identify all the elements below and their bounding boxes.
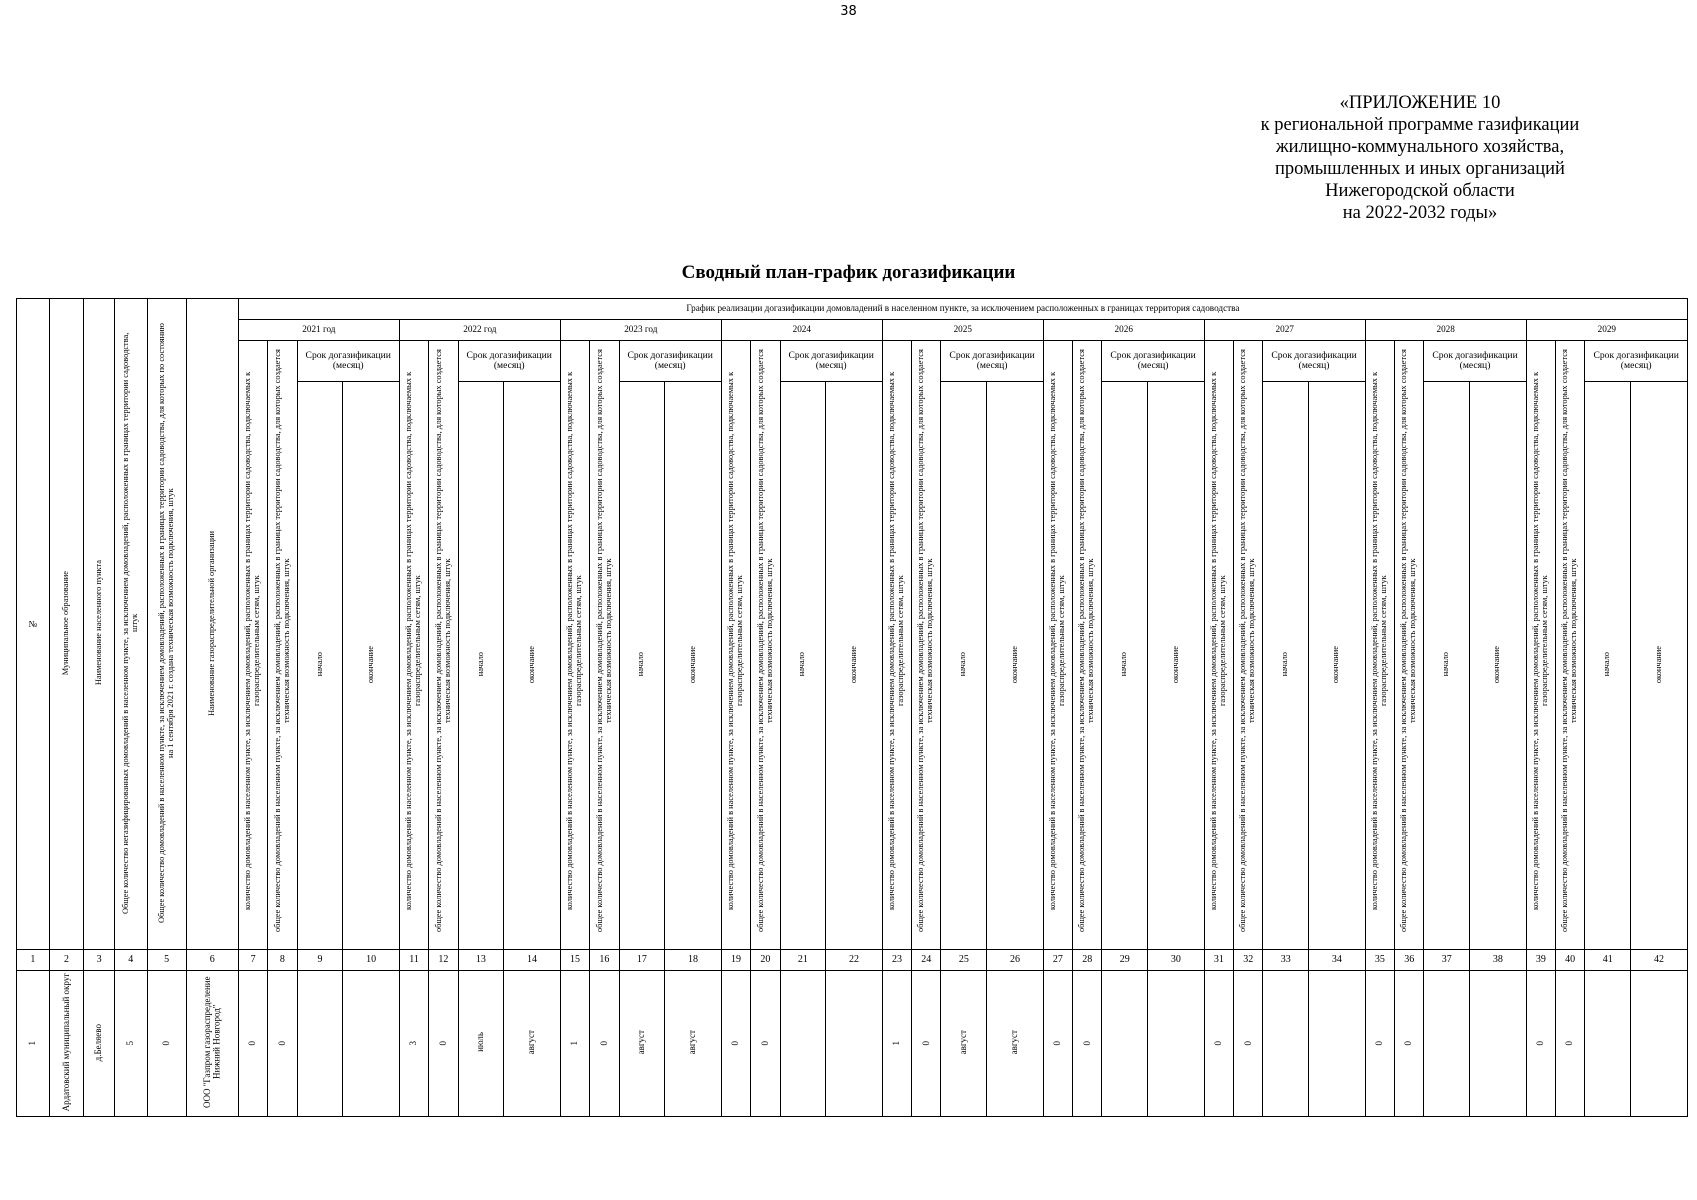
header-end-label: окончание (1331, 645, 1341, 683)
header-year-label: 2024 (792, 324, 811, 335)
cell-gas-organization-value: ООО "Газпром газораспределение Нижний Новгород" (201, 976, 222, 1109)
header-year (1043, 320, 1204, 341)
cell-end-month (343, 971, 400, 1116)
column-number (84, 950, 114, 971)
column-number-label: 42 (1654, 954, 1665, 966)
cell-start-month (1102, 971, 1148, 1116)
header-connected-count (1526, 341, 1555, 950)
header-connected-count-label: количество домовладений в населенном пункте, за исключением домовладений, расположенных в границах территории садоводства, подключаемых к газораспределительным сетям, штук (1370, 371, 1388, 911)
header-start (458, 381, 504, 950)
header-tech-possible-count (1556, 341, 1585, 950)
header-year (1365, 320, 1526, 341)
header-deadline-label: Срок догазификации (месяц) (466, 349, 552, 371)
header-municipality (49, 299, 84, 950)
column-number-label: 33 (1280, 954, 1291, 966)
column-number (1043, 950, 1072, 971)
cell-start-month (1263, 971, 1309, 1116)
column-number (1395, 950, 1424, 971)
appendix-line: к региональной программе газификации (1260, 115, 1580, 135)
column-number-label: 35 (1374, 954, 1385, 966)
cell-municipality-value: Ардатовский муниципальный округ (60, 973, 71, 1112)
header-tech-possible-count (1073, 341, 1102, 950)
header-deadline-label: Срок догазификации (месяц) (1271, 349, 1357, 371)
header-deadline-label: Срок догазификации (месяц) (1593, 349, 1679, 371)
header-end (1470, 381, 1527, 950)
column-number-label: 20 (760, 954, 771, 966)
header-gas-organization-label: Наименование газораспределительной организации (206, 530, 216, 716)
column-number (17, 950, 50, 971)
cell-number (17, 971, 50, 1116)
column-number-label: 26 (1009, 954, 1020, 966)
cell-end-month (826, 971, 883, 1116)
header-start (1263, 381, 1309, 950)
header-deadline-label: Срок догазификации (месяц) (1110, 349, 1196, 371)
column-number (147, 950, 186, 971)
header-tech-possible-count-label: общее количество домовладений в населенном пункте, за исключением домовладений, расположенных в границах территории садоводства, для которых создается техническая возможность подключения, штук (755, 349, 774, 933)
cell-tech-possible-count (1556, 971, 1585, 1116)
header-year-label: 2023 год (624, 324, 658, 335)
cell-end-month (1631, 971, 1688, 1116)
header-connected-count-label: количество домовладений в населенном пункте, за исключением домовладений, расположенных в границах территории садоводства, подключаемых к газораспределительным сетям, штук (887, 371, 905, 911)
cell-tech-possible-count-value: 0 (276, 1041, 287, 1046)
column-number (721, 950, 750, 971)
column-number-label: 29 (1119, 954, 1130, 966)
column-number-label: 18 (688, 954, 699, 966)
header-connected-count (1365, 341, 1394, 950)
cell-tech-possible-count (268, 971, 297, 1116)
column-number (1073, 950, 1102, 971)
column-number-label: 37 (1441, 954, 1452, 966)
cell-start-month (297, 971, 343, 1116)
cell-start-month-value: август (958, 1030, 969, 1055)
header-deadline (619, 341, 721, 382)
cell-connected-count (399, 971, 428, 1116)
appendix-heading (1240, 92, 1600, 224)
cell-connected-count-value: 0 (1213, 1041, 1224, 1046)
header-gas-organization (186, 299, 238, 950)
cell-connected-count (721, 971, 750, 1116)
column-number (1204, 950, 1233, 971)
column-number (941, 950, 987, 971)
header-deadline-label: Срок догазификации (месяц) (949, 349, 1035, 371)
header-connected-count (560, 341, 589, 950)
header-year-label: 2029 (1597, 324, 1616, 335)
gasification-schedule-table (16, 298, 1688, 1117)
column-number-label: 22 (848, 954, 859, 966)
header-connected-count-label: количество домовладений в населенном пункте, за исключением домовладений, расположенных в границах территории садоводства, подключаемых к газораспределительным сетям, штук (1209, 371, 1227, 911)
cell-tech-possible-count (912, 971, 941, 1116)
column-number-label: 8 (279, 954, 285, 966)
cell-tech-possible-count-value: 0 (598, 1041, 609, 1046)
cell-connected-count-value: 0 (247, 1041, 258, 1046)
cell-start-month (458, 971, 504, 1116)
cell-connected-count-value: 1 (569, 1041, 580, 1046)
cell-connected-count-value: 0 (730, 1041, 741, 1046)
header-year (399, 320, 560, 341)
header-start (1424, 381, 1470, 950)
header-year (721, 320, 882, 341)
column-number-label: 39 (1535, 954, 1546, 966)
header-settlement-label: Наименование населенного пункта (93, 560, 103, 686)
cell-total-tech-possible (147, 971, 186, 1116)
column-number (1263, 950, 1309, 971)
header-end-label: окончание (848, 645, 858, 683)
header-tech-possible-count (912, 341, 941, 950)
table-row (17, 971, 1688, 1116)
column-number (987, 950, 1044, 971)
cell-tech-possible-count (1395, 971, 1424, 1116)
cell-start-month (619, 971, 665, 1116)
cell-end-month-value: август (1009, 1030, 1020, 1055)
header-end-label: окончание (526, 645, 536, 683)
header-start-label: начало (1280, 652, 1290, 677)
column-number (619, 950, 665, 971)
cell-connected-count (1204, 971, 1233, 1116)
header-year-label: 2027 (1275, 324, 1294, 335)
column-number-label: 3 (96, 954, 102, 966)
cell-tech-possible-count-value: 0 (759, 1041, 770, 1046)
cell-tech-possible-count (1073, 971, 1102, 1116)
cell-start-month-value: август (636, 1030, 647, 1055)
header-connected-count (1043, 341, 1072, 950)
header-connected-count (238, 341, 267, 950)
header-start-label: начало (636, 652, 646, 677)
header-deadline-label: Срок догазификации (месяц) (1432, 349, 1518, 371)
column-number (1470, 950, 1527, 971)
column-number-label: 6 (209, 954, 215, 966)
header-total-ungasified-label: Общее количество негазифицированных домовладений в населенном пункте, за исключением домовладений, расположенных в границах территории садоводства, штук (120, 332, 139, 914)
cell-connected-count-value: 1 (891, 1041, 902, 1046)
cell-tech-possible-count-value: 0 (437, 1041, 448, 1046)
header-end (987, 381, 1044, 950)
header-connected-count-label: количество домовладений в населенном пункте, за исключением домовладений, расположенных в границах территории садоводства, подключаемых к газораспределительным сетям, штук (1048, 371, 1066, 911)
page-number: 38 (840, 4, 857, 19)
header-end (1309, 381, 1366, 950)
column-number (751, 950, 780, 971)
cell-start-month (1585, 971, 1631, 1116)
column-number-label: 31 (1213, 954, 1224, 966)
header-settlement (84, 299, 114, 950)
column-number (343, 950, 400, 971)
cell-connected-count (1365, 971, 1394, 1116)
appendix-line: «ПРИЛОЖЕНИЕ 10 (1339, 93, 1501, 113)
column-number-label: 15 (570, 954, 580, 966)
column-number (590, 950, 619, 971)
header-tech-possible-count (1395, 341, 1424, 950)
column-number (1102, 950, 1148, 971)
column-number (186, 950, 238, 971)
header-end-label: окончание (1492, 645, 1502, 683)
cell-connected-count (1526, 971, 1555, 1116)
column-number-label: 30 (1170, 954, 1181, 966)
header-start (619, 381, 665, 950)
header-tech-possible-count-label: общее количество домовладений в населенном пункте, за исключением домовладений, расположенных в границах территории садоводства, для которых создается техническая возможность подключения, штук (433, 349, 452, 933)
cell-connected-count (560, 971, 589, 1116)
header-total-tech-possible (147, 299, 186, 950)
column-number-label: 7 (250, 954, 256, 966)
cell-end-month (987, 971, 1044, 1116)
column-number-label: 28 (1082, 954, 1093, 966)
header-end-label: окончание (1170, 645, 1180, 683)
cell-connected-count (882, 971, 911, 1116)
column-number-label: 10 (366, 954, 377, 966)
column-number (297, 950, 343, 971)
header-tech-possible-count-label: общее количество домовладений в населенном пункте, за исключением домовладений, расположенных в границах территории садоводства, для которых создается техническая возможность подключения, штук (1560, 349, 1579, 933)
column-number-label: 5 (164, 954, 170, 966)
header-tech-possible-count (751, 341, 780, 950)
header-connected-count (1204, 341, 1233, 950)
header-number (17, 299, 50, 950)
column-number-label: 38 (1492, 954, 1503, 966)
header-start-label: начало (1441, 652, 1451, 677)
column-number (1585, 950, 1631, 971)
header-deadline (941, 341, 1043, 382)
cell-tech-possible-count-value: 0 (1081, 1041, 1092, 1046)
cell-connected-count-value: 0 (1374, 1041, 1385, 1046)
cell-end-month (504, 971, 561, 1116)
column-number (912, 950, 941, 971)
cell-start-month (1424, 971, 1470, 1116)
header-tech-possible-count-label: общее количество домовладений в населенном пункте, за исключением домовладений, расположенных в границах территории садоводства, для которых создается техническая возможность подключения, штук (1077, 349, 1096, 933)
header-start (780, 381, 826, 950)
cell-end-month (1309, 971, 1366, 1116)
header-number-label: № (28, 618, 38, 629)
header-year (1204, 320, 1365, 341)
cell-tech-possible-count-value: 0 (920, 1041, 931, 1046)
header-connected-count-label: количество домовладений в населенном пункте, за исключением домовладений, расположенных в границах территории садоводства, подключаемых к газораспределительным сетям, штук (1531, 371, 1549, 911)
header-deadline (1263, 341, 1365, 382)
header-tech-possible-count-label: общее количество домовладений в населенном пункте, за исключением домовладений, расположенных в границах территории садоводства, для которых создается техническая возможность подключения, штук (594, 349, 613, 933)
header-tech-possible-count (590, 341, 619, 950)
column-number-label: 41 (1602, 954, 1613, 966)
column-number (429, 950, 458, 971)
header-end (1148, 381, 1205, 950)
header-start (941, 381, 987, 950)
header-tech-possible-count (1234, 341, 1263, 950)
header-end (343, 381, 400, 950)
header-year (1526, 320, 1687, 341)
column-number (49, 950, 84, 971)
cell-connected-count-value: 0 (1535, 1041, 1546, 1046)
header-year-label: 2021 год (302, 324, 336, 335)
header-start (1102, 381, 1148, 950)
column-number-label: 9 (317, 954, 323, 966)
cell-end-month (665, 971, 722, 1116)
header-total-ungasified (114, 299, 147, 950)
header-connected-count (721, 341, 750, 950)
header-tech-possible-count-label: общее количество домовладений в населенном пункте, за исключением домовладений, расположенных в границах территории садоводства, для которых создается техническая возможность подключения, штук (1399, 349, 1418, 933)
column-number (1556, 950, 1585, 971)
cell-start-month (780, 971, 826, 1116)
column-number (268, 950, 297, 971)
column-number-label: 4 (128, 954, 134, 966)
header-start (297, 381, 343, 950)
column-number-label: 27 (1052, 954, 1063, 966)
appendix-line: промышленных и иных организаций (1275, 159, 1565, 179)
document-title: Сводный план-график догазификации (681, 262, 1016, 283)
column-number (1309, 950, 1366, 971)
cell-end-month (1148, 971, 1205, 1116)
cell-gas-organization (186, 971, 238, 1116)
header-tech-possible-count (429, 341, 458, 950)
cell-number-value: 1 (27, 1041, 38, 1046)
cell-connected-count (1043, 971, 1072, 1116)
cell-start-month-value: июль (475, 1032, 486, 1053)
column-number-label: 24 (921, 954, 932, 966)
header-end-label: окончание (1009, 645, 1019, 683)
header-start-label: начало (797, 652, 807, 677)
cell-total-ungasified-value: 5 (124, 1041, 135, 1046)
column-number (399, 950, 428, 971)
column-number (458, 950, 504, 971)
appendix-line: Нижегородской области (1325, 181, 1515, 201)
header-start-label: начало (475, 652, 485, 677)
header-deadline-label: Срок догазификации (месяц) (305, 349, 391, 371)
cell-start-month (941, 971, 987, 1116)
column-number-label: 13 (475, 954, 486, 966)
appendix-line: на 2022-2032 годы» (1342, 203, 1498, 223)
column-number-label: 19 (730, 954, 741, 966)
cell-connected-count-value: 0 (1052, 1041, 1063, 1046)
column-number (1424, 950, 1470, 971)
column-number-label: 36 (1404, 954, 1415, 966)
cell-total-tech-possible-value: 0 (160, 1041, 171, 1046)
cell-tech-possible-count (590, 971, 619, 1116)
column-number-label: 21 (797, 954, 808, 966)
header-deadline (1424, 341, 1526, 382)
cell-end-month-value: август (687, 1030, 698, 1055)
cell-tech-possible-count (1234, 971, 1263, 1116)
header-end-label: окончание (1653, 645, 1663, 683)
column-number (665, 950, 722, 971)
header-deadline (1585, 341, 1688, 382)
column-number (1526, 950, 1555, 971)
column-number-label: 1 (30, 954, 36, 966)
header-connected-count-label: количество домовладений в населенном пункте, за исключением домовладений, расположенных в границах территории садоводства, подключаемых к газораспределительным сетям, штук (243, 371, 262, 911)
cell-end-month (1470, 971, 1527, 1116)
header-connected-count (399, 341, 428, 950)
cell-total-ungasified (114, 971, 147, 1116)
column-number-label: 25 (958, 954, 969, 966)
cell-settlement (84, 971, 114, 1116)
header-end-label: окончание (365, 645, 375, 683)
column-number (238, 950, 267, 971)
cell-tech-possible-count-value: 0 (1403, 1041, 1414, 1046)
cell-tech-possible-count (751, 971, 780, 1116)
header-year-label: 2022 год (463, 324, 497, 335)
header-year-label: 2026 (1114, 324, 1133, 335)
column-number-label: 34 (1331, 954, 1342, 966)
cell-connected-count-value: 3 (408, 1041, 419, 1046)
header-connected-count-label: количество домовладений в населенном пункте, за исключением домовладений, расположенных в границах территории садоводства, подключаемых к газораспределительным сетям, штук (565, 371, 583, 911)
header-schedule-group-label: График реализации догазификации домовладений в населенном пункте, за исключением расположенных в границах территория садоводства (686, 303, 1240, 314)
column-number-label: 40 (1565, 954, 1576, 966)
header-tech-possible-count-label: общее количество домовладений в населенном пункте, за исключением домовладений, расположенных в границах территории садоводства, для которых создается техническая возможность подключения, штук (272, 349, 291, 933)
header-deadline (297, 341, 399, 382)
header-deadline-label: Срок догазификации (месяц) (627, 349, 713, 371)
header-deadline (458, 341, 560, 382)
header-end-label: окончание (687, 645, 697, 683)
column-number (1365, 950, 1394, 971)
column-number-label: 11 (409, 954, 419, 966)
header-deadline (780, 341, 882, 382)
column-number (780, 950, 826, 971)
header-tech-possible-count-label: общее количество домовладений в населенном пункте, за исключением домовладений, расположенных в границах территории садоводства, для которых создается техническая возможность подключения, штук (1238, 349, 1257, 933)
header-tech-possible-count-label: общее количество домовладений в населенном пункте, за исключением домовладений, расположенных в границах территории садоводства, для которых создается техническая возможность подключения, штук (916, 349, 935, 933)
cell-tech-possible-count-value: 0 (1242, 1041, 1253, 1046)
header-end (504, 381, 561, 950)
column-number (560, 950, 589, 971)
column-number (1631, 950, 1688, 971)
header-end (826, 381, 883, 950)
header-deadline-label: Срок догазификации (месяц) (788, 349, 874, 371)
column-number-label: 23 (891, 954, 902, 966)
header-start-label: начало (1119, 652, 1129, 677)
header-start (1585, 381, 1631, 950)
column-number (1234, 950, 1263, 971)
column-number-label: 14 (527, 954, 538, 966)
header-connected-count (882, 341, 911, 950)
header-year (238, 320, 399, 341)
appendix-line: жилищно-коммунального хозяйства, (1275, 137, 1565, 157)
column-number (114, 950, 147, 971)
header-schedule-group (238, 299, 1687, 320)
cell-connected-count (238, 971, 267, 1116)
header-end (665, 381, 722, 950)
header-start-label: начало (314, 652, 324, 677)
column-number (1148, 950, 1205, 971)
header-total-tech-possible-label: Общее количество домовладений в населенном пункте, за исключением домовладений, расположенных в границах территории садоводства, для которых по состоянию на 1 сентября 2021 г. создана техническая возможность подключения, штук (156, 323, 175, 923)
column-number-label: 12 (438, 954, 449, 966)
cell-tech-possible-count-value: 0 (1564, 1041, 1575, 1046)
header-start-label: начало (1602, 652, 1612, 677)
header-year-label: 2025 (953, 324, 972, 335)
cell-end-month-value: август (526, 1030, 537, 1055)
column-number (504, 950, 561, 971)
cell-settlement-value: д.Беляево (93, 1023, 104, 1062)
column-number (826, 950, 883, 971)
header-deadline (1102, 341, 1204, 382)
column-number-label: 32 (1243, 954, 1254, 966)
column-number-label: 2 (64, 954, 70, 966)
header-year (882, 320, 1043, 341)
header-year (560, 320, 721, 341)
header-end (1631, 381, 1688, 950)
column-number-label: 16 (599, 954, 610, 966)
header-year-label: 2028 (1436, 324, 1455, 335)
header-connected-count-label: количество домовладений в населенном пункте, за исключением домовладений, расположенных в границах территории садоводства, подключаемых к газораспределительным сетям, штук (726, 371, 744, 911)
header-tech-possible-count (268, 341, 297, 950)
column-number-label: 17 (636, 954, 647, 966)
column-number (882, 950, 911, 971)
header-connected-count-label: количество домовладений в населенном пункте, за исключением домовладений, расположенных в границах территории садоводства, подключаемых к газораспределительным сетям, штук (404, 371, 423, 911)
cell-municipality (49, 971, 84, 1116)
header-municipality-label: Муниципальное образование (61, 570, 71, 676)
cell-tech-possible-count (429, 971, 458, 1116)
header-start-label: начало (958, 652, 968, 677)
